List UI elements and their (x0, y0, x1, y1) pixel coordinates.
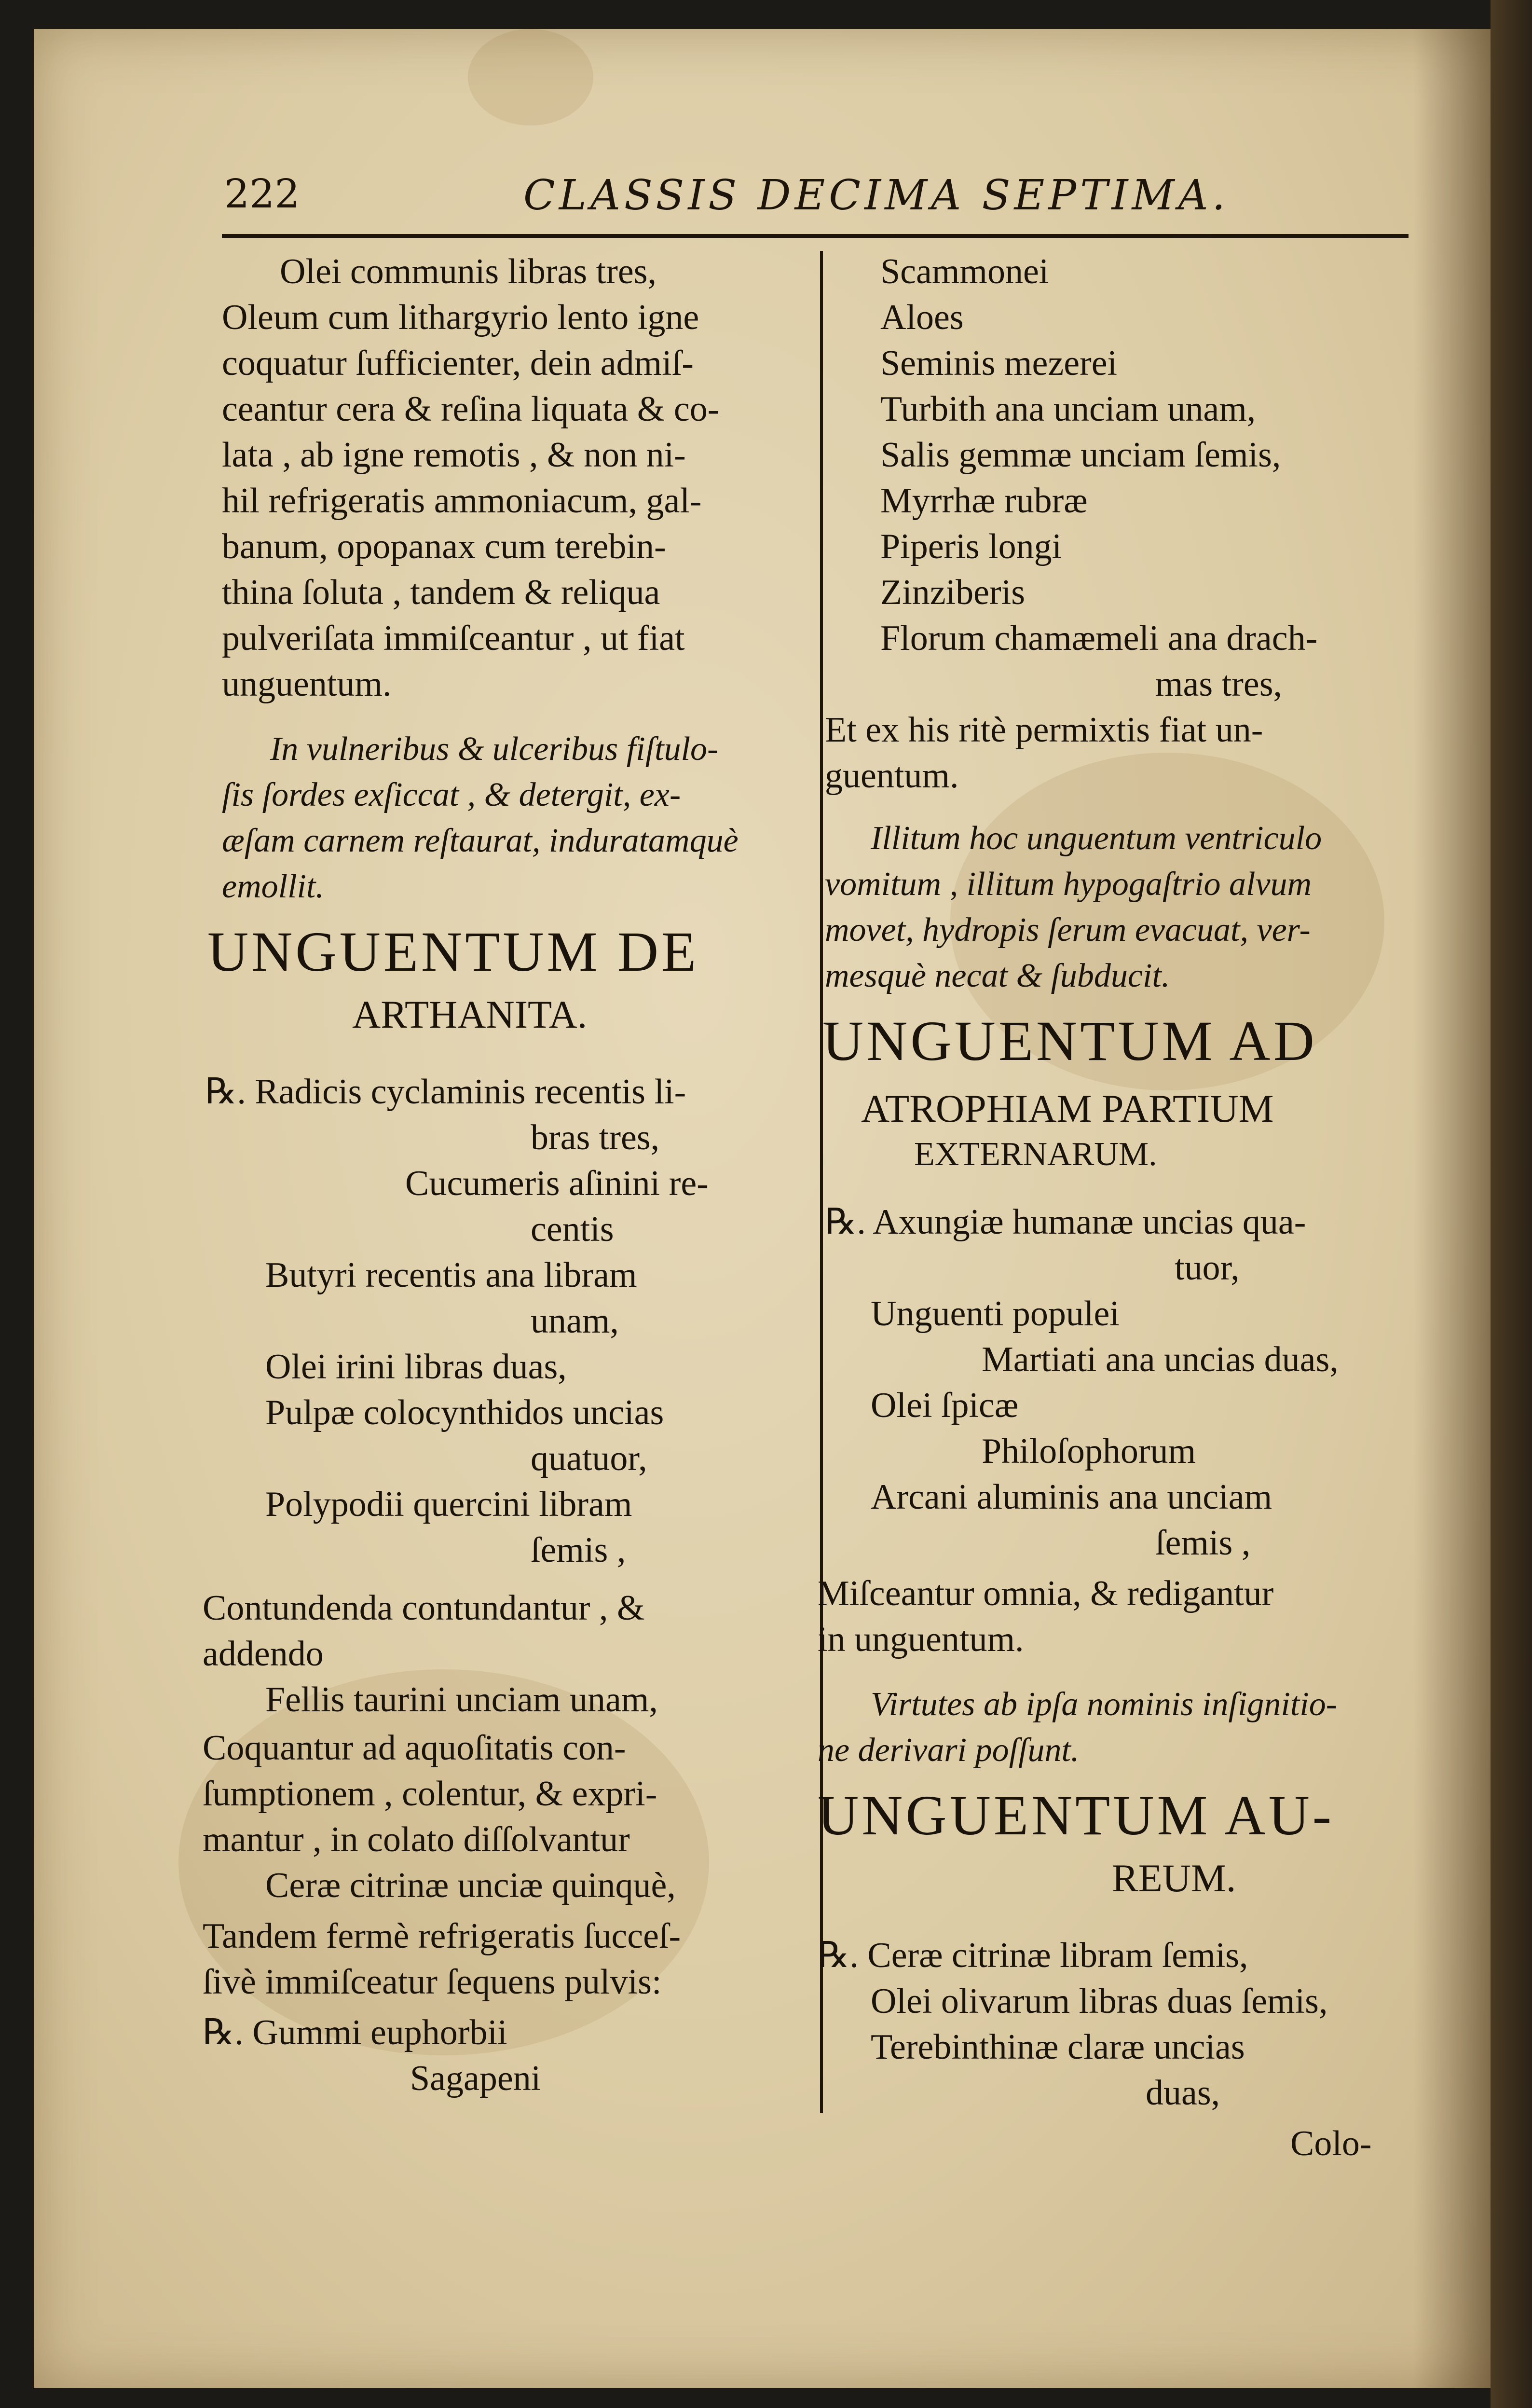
book-edge (1491, 0, 1532, 2408)
text-line: coquatur ſufficienter, dein admiſ- (222, 344, 694, 383)
recipe-line: duas, (1146, 2073, 1220, 2113)
header-rule (222, 234, 1409, 238)
recipe-line: addendo (203, 1634, 324, 1674)
recipe-line: Philoſophorum (982, 1431, 1196, 1471)
recipe-line: mas tres, (1155, 664, 1283, 704)
spine-shadow (1413, 29, 1491, 2388)
section-heading: UNGUENTUM AU- (818, 1784, 1335, 1847)
text-line: Olei communis libras tres, (280, 252, 657, 291)
recipe-line: Ceræ citrinæ unciæ quinquè, (265, 1866, 676, 1905)
recipe-line: Arcani aluminis ana unciam (871, 1477, 1272, 1517)
recipe-line: Olei ſpicæ (871, 1386, 1019, 1425)
recipe-line: ſemis , (1155, 1523, 1251, 1563)
italic-note-line: movet, hydropis ſerum evacuat, ver- (825, 911, 1311, 949)
recipe-line: Unguenti populei (871, 1294, 1120, 1334)
page-number: 222 (224, 171, 300, 217)
recipe-line: ℞. Gummi euphorbii (203, 2013, 507, 2052)
italic-note-line: vomitum , illitum hypogaſtrio alvum (825, 866, 1312, 903)
recipe-line: bras tres, (531, 1118, 660, 1157)
recipe-line: Miſceantur omnia, & redigantur (818, 1574, 1274, 1613)
recipe-line: Myrrhæ rubræ (880, 481, 1088, 521)
paper-stain (468, 29, 593, 125)
recipe-line: Coquantur ad aquoſitatis con- (203, 1728, 626, 1768)
recipe-line: ℞. Axungiæ humanæ uncias qua- (825, 1202, 1306, 1242)
recipe-line: mantur , in colato diſſolvantur (203, 1820, 630, 1859)
recipe-line: Contundenda contundantur , & (203, 1588, 645, 1628)
recipe-line: ſemis , (531, 1530, 626, 1570)
text-line: Oleum cum lithargyrio lento igne (222, 298, 699, 337)
recipe-line: unam, (531, 1301, 619, 1341)
text-line: hil refrigeratis ammoniacum, gal- (222, 481, 702, 521)
recipe-line: Butyri recentis ana libram (265, 1255, 637, 1295)
recipe-line: ℞. Ceræ citrinæ libram ſemis, (818, 1936, 1248, 1975)
text-line: ceantur cera & reſina liquata & co- (222, 389, 720, 429)
text-line: unguentum. (222, 664, 392, 704)
recipe-line: quatuor, (531, 1439, 647, 1478)
italic-note-line: emollit. (222, 868, 324, 905)
recipe-line: tuor, (1175, 1248, 1240, 1288)
recipe-line: Olei olivarum libras duas ſemis, (871, 1981, 1328, 2021)
recipe-line: Martiati ana uncias duas, (982, 1340, 1339, 1379)
running-title: CLASSIS DECIMA SEPTIMA. (523, 171, 1229, 220)
recipe-line: Seminis mezerei (880, 344, 1118, 383)
section-subheading: REUM. (1112, 1856, 1236, 1900)
recipe-line: Zinziberis (880, 573, 1026, 612)
text-line: pulveriſata immiſceantur , ut fiat (222, 619, 685, 658)
page-header (186, 171, 1411, 224)
text-line: lata , ab igne remotis , & non ni- (222, 435, 686, 475)
text-line: banum, opopanax cum terebin- (222, 527, 666, 566)
italic-note-line: ne derivari poſſunt. (818, 1732, 1080, 1769)
recipe-line: centis (531, 1210, 614, 1249)
recipe-line: guentum. (825, 756, 959, 796)
italic-note-line: ſis ſordes exſiccat , & detergit, ex- (222, 776, 681, 813)
recipe-line: Pulpæ colocynthidos uncias (265, 1393, 664, 1432)
recipe-line: Cucumeris aſinini re- (405, 1164, 709, 1203)
recipe-line: ſumptionem , colentur, & expri- (203, 1774, 657, 1814)
recipe-line: Terebinthinæ claræ uncias (871, 2027, 1245, 2067)
recipe-line: Scammonei (880, 252, 1049, 291)
recipe-line: Et ex his ritè permixtis fiat un- (825, 710, 1263, 750)
italic-note-line: Virtutes ab ipſa nominis inſignitio- (871, 1686, 1338, 1723)
recipe-line: Sagapeni (410, 2059, 541, 2098)
catchword: Colo- (1290, 2124, 1372, 2163)
recipe-line: Fellis taurini unciam unam, (265, 1680, 658, 1720)
recipe-line: Aloes (880, 298, 964, 337)
text-line: thina ſoluta , tandem & reliqua (222, 573, 660, 612)
recipe-line: ℞. Radicis cyclaminis recentis li- (205, 1072, 686, 1112)
section-subheading: ATROPHIAM PARTIUM (861, 1087, 1274, 1130)
recipe-line: Tandem fermè refrigeratis ſucceſ- (203, 1916, 681, 1956)
section-heading: UNGUENTUM AD (822, 1009, 1317, 1073)
section-subheading: EXTERNARUM. (914, 1136, 1157, 1173)
italic-note-line: In vulneribus & ulceribus fiſtulo- (270, 730, 719, 768)
italic-note-line: Illitum hoc unguentum ventriculo (871, 820, 1322, 857)
recipe-line: ſivè immiſceatur ſequens pulvis: (203, 1962, 662, 2002)
section-subheading: ARTHANITA. (352, 992, 588, 1036)
recipe-line: Turbith ana unciam unam, (880, 389, 1256, 429)
section-heading: UNGUENTUM DE (207, 920, 699, 983)
recipe-line: Polypodii quercini libram (265, 1485, 632, 1524)
italic-note-line: mesquè necat & ſubducit. (825, 957, 1170, 994)
recipe-line: in unguentum. (818, 1620, 1024, 1659)
recipe-line: Salis gemmæ unciam ſemis, (880, 435, 1281, 475)
recipe-line: Piperis longi (880, 527, 1062, 566)
recipe-line: Olei irini libras duas, (265, 1347, 567, 1387)
recipe-line: Florum chamæmeli ana drach- (880, 619, 1318, 658)
italic-note-line: æſam carnem reſtaurat, induratamquè (222, 822, 739, 859)
